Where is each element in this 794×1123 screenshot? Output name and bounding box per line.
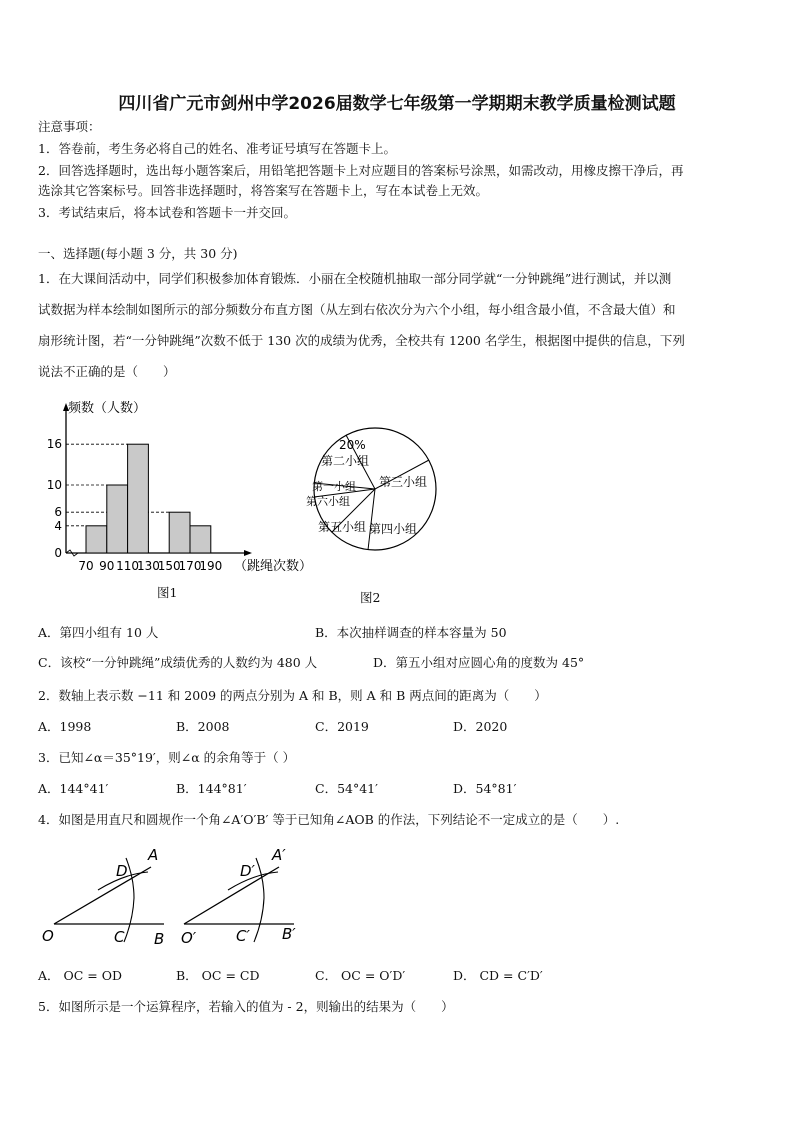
q3-stem: 3．已知∠α＝35°19′，则∠α 的余角等于（ ） [38,750,296,765]
pie-label: 第六小组 [306,495,350,508]
histogram-bar [190,526,211,553]
point-label: O [42,927,54,945]
pie-label: 第五小组 [318,520,367,534]
q4-option: C． OC = O′D′ [315,968,406,983]
y-tick-label: 16 [46,437,62,452]
q1-option-a: A．第四小组有 10 人 [38,625,159,640]
q2-stem: 2．数轴上表示数 −11 和 2009 的两点分别为 A 和 B，则 A 和 B 两点间的距离为（ ） [38,688,547,703]
y-tick-labels [47,437,62,560]
pie-label: 第一小组 [312,480,356,493]
histogram-bar [169,512,190,553]
point-label: C [114,928,125,946]
ray-O-prime-A-prime [184,867,279,924]
q4-stem: 4．如图是用直尺和圆规作一个角∠A′O′B′ 等于已知角∠AOB 的作法，下列结论不一定成立的是（ ）. [38,812,620,827]
x-axis-arrow [244,550,252,556]
figure-1-caption: 图1 [157,585,178,600]
page-title: 四川省广元市剑州中学2026届数学七年级第一学期期末教学质量检测试题 [118,94,676,114]
q4-option: A． OC = OD [38,968,123,983]
x-tick-label: 130 [136,559,160,573]
x-tick-label: 90 [99,559,115,573]
q1-stem-line: 1．在大课间活动中，同学们积极参加体育锻炼．小丽在全校随机抽取一部分同学就“一分钟跳绳”进行测试，并以测 [38,271,672,286]
pie-label: 第二小组 [321,454,370,468]
angle-construction-figure [36,840,316,950]
q1-stem-line: 扇形统计图，若“一分钟跳绳”次数不低于 130 次的成绩为优秀，全校共有 1200 名学生，根据图中提供的信息，下列 [38,333,685,348]
y-tick-label: 4 [54,518,62,533]
point-label: B′ [282,925,296,943]
notice-item: 选涂其它答案标号。回答非选择题时，将答案写在答题卡上，写在本试卷上无效。 [38,183,489,198]
y-tick-label: 0 [54,546,62,560]
x-tick-label: 150 [157,559,181,573]
q1-stem-line: 说法不正确的是（ ） [38,364,176,379]
ray-OA [54,867,151,924]
histogram-bar [86,526,107,553]
point-label: C′ [236,927,250,945]
q2-option: A．1998 [38,719,92,734]
point-label: A [148,846,159,864]
x-tick-label: 190 [199,559,223,573]
q2-option: B．2008 [176,719,230,734]
arc-C-prime-D-prime [254,858,264,942]
point-label: A′ [272,846,286,864]
x-tick-labels [78,559,222,573]
x-tick-label: 70 [78,559,94,573]
histogram-figure [44,395,314,605]
q3-option: D．54°81′ [453,781,517,796]
histogram-ylabel: 频数（人数） [68,401,147,416]
q1-stem-line: 试数据为样本绘制如图所示的部分频数分布直方图（从左到右依次分为六个小组，每小组含最小值，不含最大值）和 [38,302,676,317]
x-tick-label: 170 [178,559,202,573]
q5-stem: 5．如图所示是一个运算程序，若输入的值为 - 2，则输出的结果为（ ） [38,999,454,1014]
point-label: D [116,862,128,880]
histogram-bar [107,485,128,553]
point-label: B [154,930,165,948]
y-tick-label: 10 [46,478,62,492]
q1-option-b: B．本次抽样调查的样本容量为 50 [315,625,507,640]
histogram-xlabel: （跳绳次数） [234,559,313,574]
figure-2-caption: 图2 [360,590,381,605]
x-tick-label: 110 [116,559,140,573]
point-label: D′ [240,862,255,880]
q3-option: B．144°81′ [176,781,247,796]
pie-label: 第四小组 [369,522,418,536]
q4-option: B． OC = CD [176,968,260,983]
q2-option: D．2020 [453,719,508,734]
section-heading: 一、选择题(每小题 3 分，共 30 分) [38,246,238,261]
histogram-bar [128,444,149,553]
notice-heading: 注意事项： [38,119,101,134]
q4-option: D． CD = C′D′ [453,968,543,983]
pie-figure [300,405,450,575]
pie-divider [368,489,375,550]
q3-option: A．144°41′ [38,781,109,796]
q2-option: C．2019 [315,719,369,734]
y-tick-label: 6 [54,505,62,520]
pie-label: 第三小组 [379,475,428,489]
point-label: O′ [181,929,197,947]
notice-item: 2．回答选择题时，选出每小题答案后，用铅笔把答题卡上对应题目的答案标号涂黑，如需改动，用橡皮擦干净后，再 [38,163,684,178]
pie-label: 20% [339,438,366,452]
notice-item: 1．答卷前，考生务必将自己的姓名、准考证号填写在答题卡上。 [38,141,396,156]
notice-item: 3．考试结束后，将本试卷和答题卡一并交回。 [38,205,296,220]
bars [86,444,211,553]
q3-option: C．54°41′ [315,781,378,796]
q1-option-c: C．该校“一分钟跳绳”成绩优秀的人数约为 480 人 [38,655,318,670]
q1-option-d: D．第五小组对应圆心角的度数为 45° [373,655,585,670]
